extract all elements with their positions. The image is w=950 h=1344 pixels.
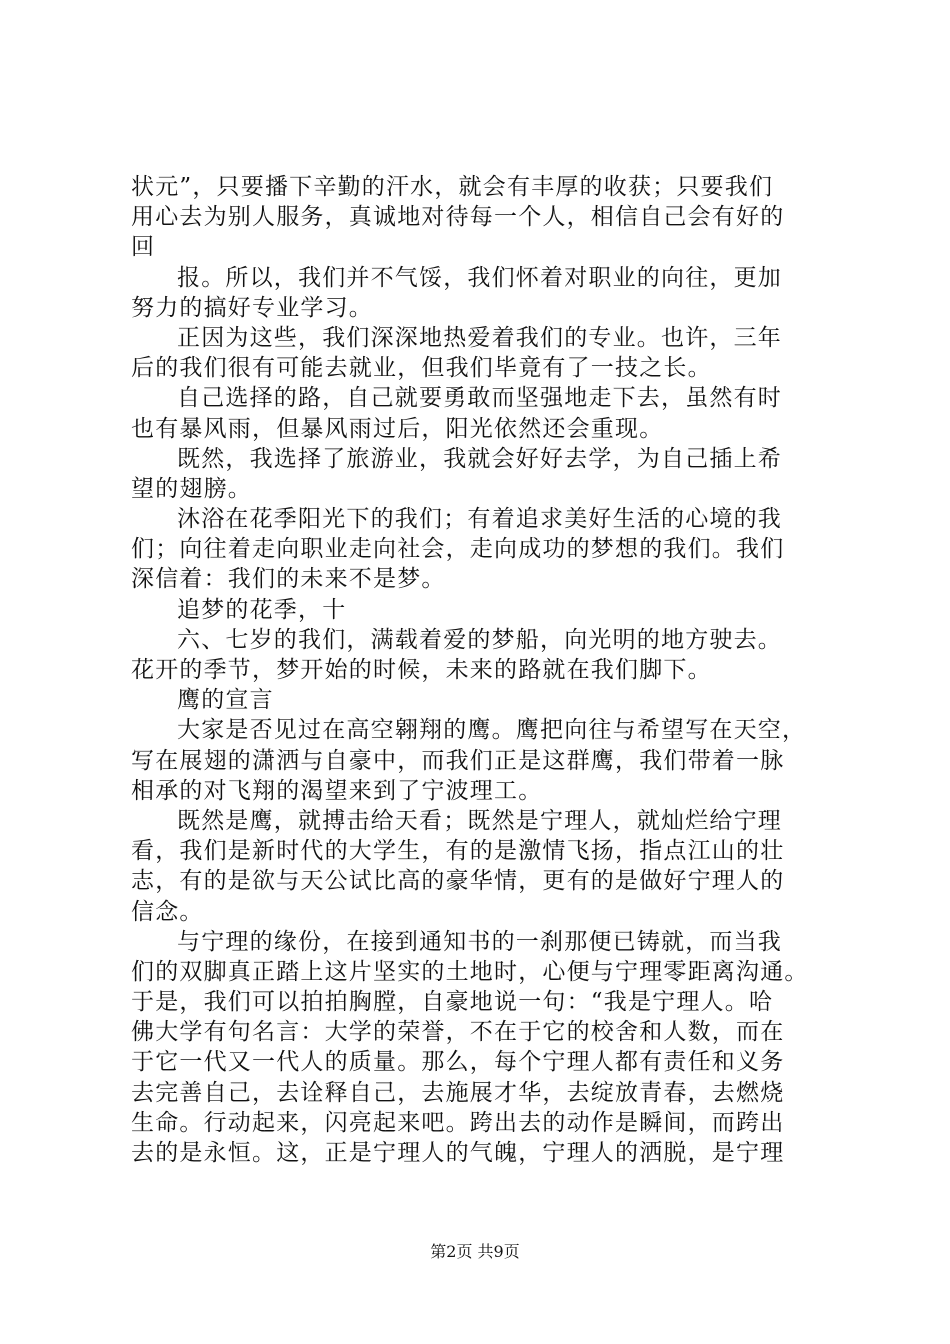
text-line: 望的翅膀。	[131, 475, 252, 502]
page-footer: 第2页 共9页	[430, 1242, 520, 1261]
text-line: 既然是鹰，就搏击给天看；既然是宁理人，就灿烂给宁理	[177, 807, 782, 834]
text-line: 自己选择的路，自己就要勇敢而坚强地走下去，虽然有时	[177, 385, 782, 412]
text-line: 花开的季节，梦开始的时候，未来的路就在我们脚下。	[131, 657, 712, 683]
text-line: 深信着：我们的未来不是梦。	[131, 566, 446, 593]
text-line: 相承的对飞翔的渴望来到了宁波理工。	[131, 777, 543, 804]
text-line: 志，有的是欲与天公试比高的豪华情，更有的是做好宁理人的	[131, 868, 785, 895]
text-line: 看，我们是新时代的大学生，有的是激情飞扬，指点江山的壮	[131, 838, 785, 865]
text-line: 大家是否见过在高空翱翔的鹰。鹰把向往与希望写在天空，	[177, 717, 807, 744]
text-line: 佛大学有句名言：大学的荣誉，不在于它的校舍和人数，而在	[131, 1019, 785, 1046]
text-line: 们；向往着走向职业走向社会，走向成功的梦想的我们。我们	[131, 536, 785, 563]
text-line: 于它一代又一代人的质量。那么，每个宁理人都有责任和义务	[131, 1049, 785, 1076]
text-line: 与宁理的缘份，在接到通知书的一刹那便已铸就，而当我	[177, 928, 782, 955]
text-line: 去完善自己，去诠释自己，去施展才华，去绽放青春，去燃烧	[131, 1079, 785, 1106]
text-line: 写在展翅的潇洒与自豪中，而我们正是这群鹰，我们带着一脉	[131, 747, 785, 774]
text-line: 沐浴在花季阳光下的我们；有着追求美好生活的心境的我	[177, 506, 782, 533]
text-line: 报。所以，我们并不气馁，我们怀着对职业的向往，更加	[177, 264, 782, 291]
text-line: 既然，我选择了旅游业，我就会好好去学，为自己插上希	[177, 445, 782, 472]
text-line: 也有暴风雨，但暴风雨过后，阳光依然还会重现。	[131, 415, 664, 442]
text-line: 用心去为别人服务，真诚地对待每一个人，相信自己会有好的	[131, 204, 785, 231]
text-line: 回	[131, 234, 156, 261]
text-line: 后的我们很有可能去就业，但我们毕竟有了一技之长。	[131, 355, 712, 382]
text-line: 信念。	[131, 898, 204, 925]
text-line: 努力的搞好专业学习。	[131, 294, 373, 321]
body-text	[131, 172, 843, 1168]
text-line: 于是，我们可以拍拍胸膛，自豪地说一句：“我是宁理人。哈	[131, 989, 774, 1016]
text-line: 正因为这些，我们深深地热爱着我们的专业。也许，三年	[177, 324, 782, 351]
text-line: 生命。行动起来，闪亮起来吧。跨出去的动作是瞬间，而跨出	[131, 1109, 785, 1136]
text-line: 状元”，只要播下辛勤的汗水，就会有丰厚的收获；只要我们	[131, 174, 774, 200]
text-line: 追梦的花季，十	[177, 596, 347, 623]
text-line: 们的双脚真正踏上这片坚实的土地时，心便与宁理零距离沟通。	[131, 958, 809, 985]
text-line: 六、七岁的我们，满载着爱的梦船，向光明的地方驶去。	[177, 626, 782, 653]
text-line: 鹰的宣言	[177, 687, 274, 714]
text-line: 去的是永恒。这，正是宁理人的气魄，宁理人的洒脱，是宁理	[131, 1140, 785, 1166]
